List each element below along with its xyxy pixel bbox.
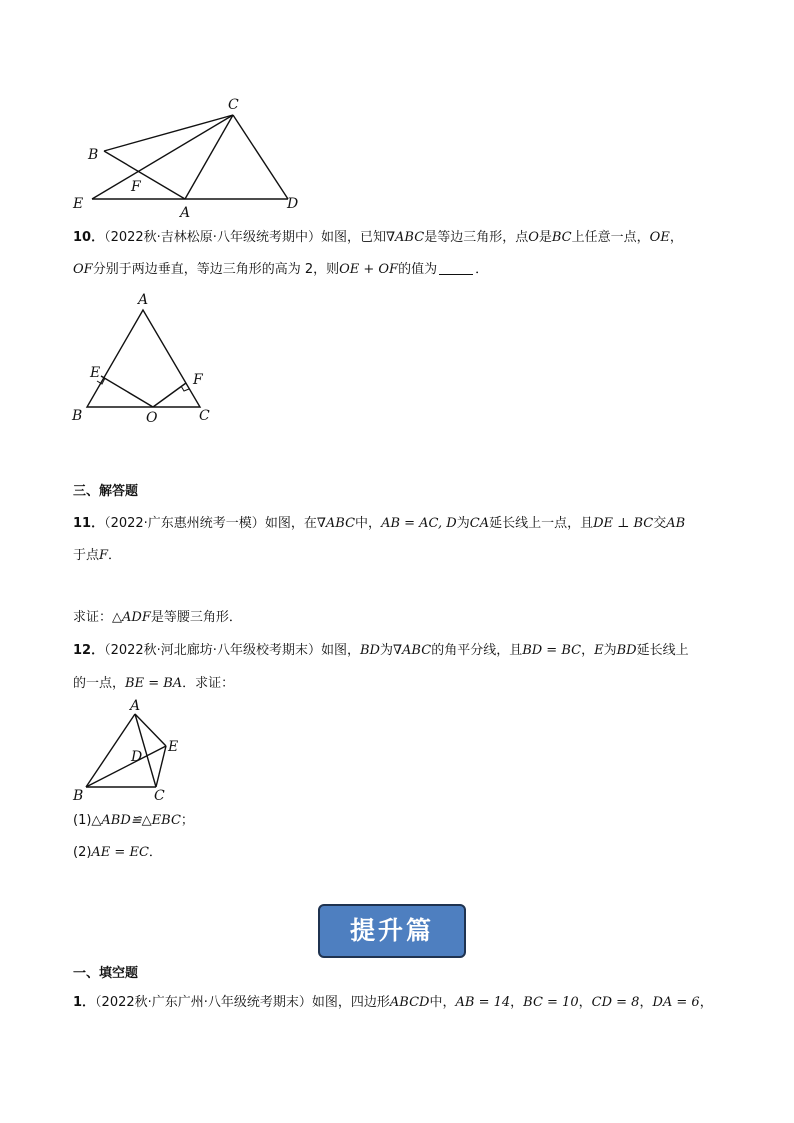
q1-math: DA = 6 (652, 995, 700, 1010)
fig3-label-b: B (73, 788, 84, 804)
fig1-label-b: B (88, 147, 99, 163)
q1-text: 中， (429, 995, 456, 1010)
q12-part-math: △ABD≌△EBC (91, 813, 181, 828)
q11-text: 如图，在 (264, 516, 317, 531)
q11-math: AB (666, 516, 686, 531)
fig1-label-d: D (287, 196, 299, 212)
q11-math: DE ⊥ BC (593, 516, 654, 531)
q1-math: AB = 14 (455, 995, 511, 1010)
q11-prove-text: 是等腰三角形． (150, 610, 242, 625)
q12-math: BD = BC (522, 643, 582, 658)
q10-math: BC (551, 230, 572, 245)
section-heading-fill-blank: 一、填空题 (73, 966, 139, 981)
q11-number: 11． (73, 516, 105, 531)
q1-source: （2022秋·广东广州·八年级统考期末） (95, 995, 312, 1010)
q12-text: 的一点， (73, 676, 126, 691)
q10-math: OF (73, 262, 93, 277)
q11-line-2 (73, 546, 121, 566)
q1-text: 如图，四边形 (311, 995, 390, 1010)
q12-math: BD (616, 643, 637, 658)
q1-text: ， (699, 995, 713, 1010)
q11-text: ． (108, 548, 122, 563)
q12-text: 为 (603, 643, 617, 658)
q11-math: ∇ABC (316, 516, 356, 531)
q12-part-end: ； (180, 813, 194, 828)
figure-2-equilateral-triangle (66, 288, 226, 428)
q10-text: ， (669, 230, 683, 245)
fig2-label-o: O (146, 410, 158, 426)
q10-math: O (528, 230, 539, 245)
q12-text: ， (581, 643, 595, 658)
q10-line-1 (73, 228, 683, 248)
q11-text: 为 (456, 516, 470, 531)
q1-math: BC = 10 (523, 995, 579, 1010)
q1-text: ， (578, 995, 592, 1010)
q10-math: OE (649, 230, 670, 245)
section-heading-answer: 三、解答题 (73, 484, 139, 499)
q11-math: AB = AC, D (381, 516, 457, 531)
q10-text: 如图，已知 (320, 230, 386, 245)
q12-math: BD (359, 643, 380, 658)
fig1-label-a: A (180, 205, 191, 221)
q1-math: ABCD (389, 995, 430, 1010)
fig2-label-a: A (138, 292, 149, 308)
answer-blank (439, 260, 473, 275)
q12-part-number: (1) (73, 813, 92, 828)
q10-text: 是等边三角形，点 (424, 230, 529, 245)
fig1-label-c: C (228, 97, 239, 113)
figure-3-triangles (66, 696, 196, 808)
q10-source: （2022秋·吉林松原·八年级统考期中） (104, 230, 321, 245)
fig3-label-e: E (168, 739, 179, 755)
q11-math: CA (469, 516, 490, 531)
q12-part-end: ． (148, 845, 162, 860)
q12-text: 延长线上 (636, 643, 689, 658)
q1-text: ， (639, 995, 653, 1010)
figure-1-triangles (60, 92, 320, 222)
q11-math: F (99, 548, 109, 563)
q10-math: ∇ABC (385, 230, 425, 245)
q12-part-2 (73, 843, 162, 863)
q12-text: 为 (379, 643, 393, 658)
fig1-label-e: E (73, 196, 84, 212)
q11-prove-label: 求证： (73, 610, 113, 625)
q10-text: ． (475, 262, 489, 277)
q12-line-1 (73, 641, 689, 661)
q10-line-2 (73, 260, 488, 280)
q10-text: 分别于两边垂直，等边三角形的高为 2，则 (92, 262, 340, 277)
q11-text: 延长线上一点，且 (489, 516, 594, 531)
q12-part-number: (2) (73, 845, 92, 860)
fig2-label-e: E (90, 365, 101, 381)
q11-text: 交 (653, 516, 667, 531)
q12-text: 的角平分线，且 (431, 643, 523, 658)
q1-line-1 (73, 993, 713, 1013)
fig3-label-c: C (154, 788, 165, 804)
q11-text: 于点 (73, 548, 100, 563)
q12-part-math: AE = EC (91, 845, 149, 860)
q11-prove-math: △ADF (112, 610, 151, 625)
fig2-label-c: C (199, 408, 210, 424)
q12-source: （2022秋·河北廊坊·八年级校考期末） (104, 643, 321, 658)
q10-number: 10． (73, 230, 105, 245)
q1-number: 1． (73, 995, 96, 1010)
q12-line-2 (73, 674, 234, 694)
q11-prove (73, 608, 242, 628)
q11-line-1 (73, 514, 685, 534)
q12-math: ∇ABC (392, 643, 432, 658)
q12-math: BE = BA (125, 676, 183, 691)
q10-text: 是 (538, 230, 552, 245)
q12-text: ．求证： (182, 676, 235, 691)
q11-text: 中， (355, 516, 382, 531)
q10-text: 的值为 (398, 262, 438, 277)
q1-math: CD = 8 (591, 995, 640, 1010)
q11-source: （2022·广东惠州统考一模） (104, 516, 265, 531)
q10-math: OE + OF (339, 262, 399, 277)
q12-text: 如图， (320, 643, 360, 658)
fig1-label-f: F (131, 179, 141, 195)
q12-math: E (594, 643, 604, 658)
q10-text: 上任意一点， (571, 230, 650, 245)
fig3-label-d: D (131, 749, 143, 765)
q12-part-1 (73, 811, 194, 831)
fig2-label-f: F (193, 372, 203, 388)
fig2-label-b: B (72, 408, 83, 424)
section-banner-advanced: 提升篇 (318, 904, 466, 958)
q1-text: ， (510, 995, 524, 1010)
fig3-label-a: A (130, 698, 141, 714)
q12-number: 12． (73, 643, 105, 658)
